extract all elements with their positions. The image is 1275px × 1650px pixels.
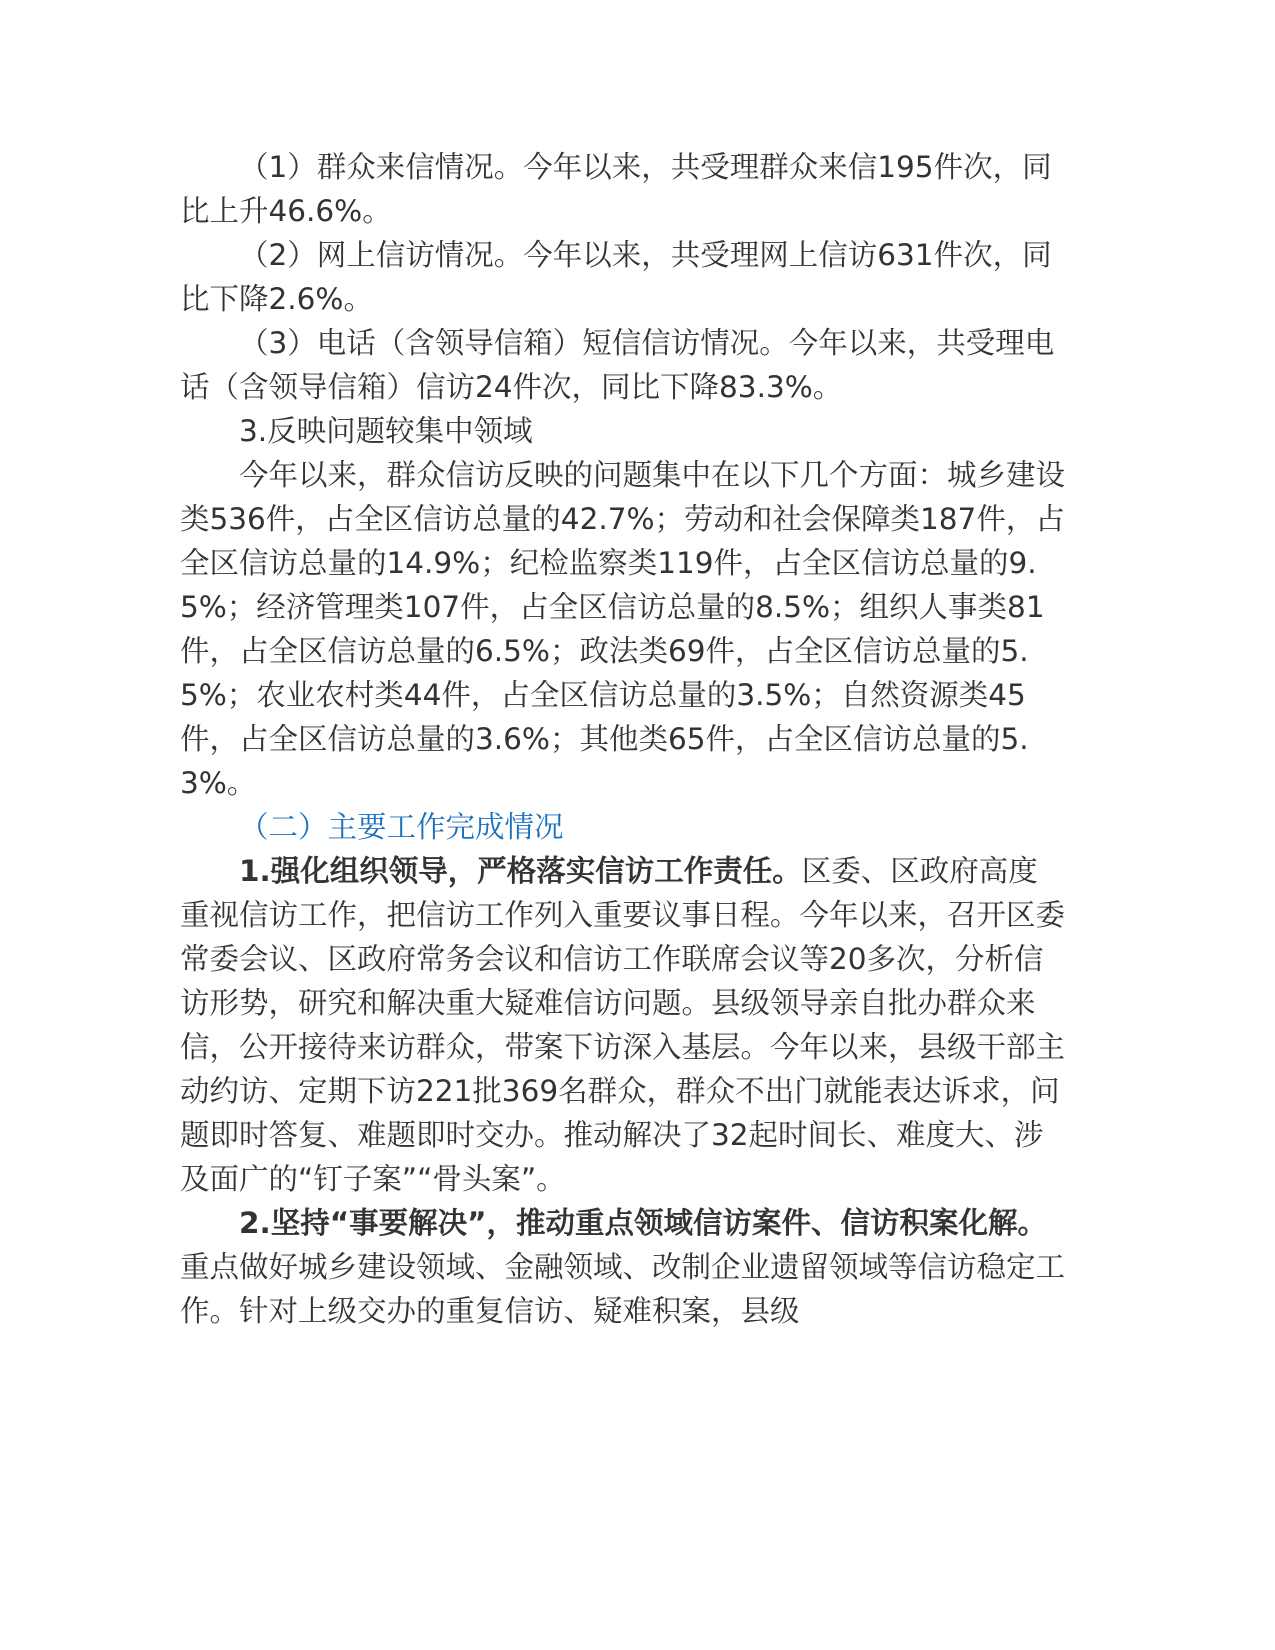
section-heading-work-completion: （二）主要工作完成情况: [239, 810, 564, 844]
item-2-title: 2.坚持“事要解决”，推动重点领域信访案件、信访积案化解。: [239, 1206, 1048, 1240]
paragraph-phone-petitions: （3）电话（含领导信箱）短信信访情况。今年以来，共受理电话（含领导信箱）信访24件次，同比下降83.3%。: [180, 326, 1055, 404]
subheading-focus-areas: 3.反映问题较集中领域: [239, 414, 533, 448]
document-body: [180, 145, 1065, 1333]
paragraph-letters: （1）群众来信情况。今年以来，共受理群众来信195件次，同比上升46.6%。: [180, 150, 1052, 228]
paragraph-item-1: [180, 849, 1065, 1201]
item-2-text: 重点做好城乡建设领域、金融领域、改制企业遗留领域等信访稳定工作。针对上级交办的重复信访、疑难积案，县级: [180, 1250, 1066, 1328]
paragraph-focus-areas: 今年以来，群众信访反映的问题集中在以下几个方面：城乡建设类536件，占全区信访总量的42.7%；劳动和社会保障类187件，占全区信访总量的14.9%；纪检监察类119件，占全区信访总量的9.5%；经济管理类107件，占全区信访总量的8.5%；组织人事类81件，占全区信访总量的6.5%；政法类69件，占全区信访总量的5.5%；农业农村类44件，占全区信访总量的3.5%；自然资源类45件，占全区信访总量的3.6%；其他类65件，占全区信访总量的5.3%。: [180, 458, 1066, 800]
item-1-title: 1.强化组织领导，严格落实信访工作责任。: [239, 854, 802, 888]
item-1-text: 区委、区政府高度重视信访工作，把信访工作列入重要议事日程。今年以来，召开区委常委会议、区政府常务会议和信访工作联席会议等20多次，分析信访形势，研究和解决重大疑难信访问题。县级领导亲自批办群众来信，公开接待来访群众，带案下访深入基层。今年以来，县级干部主动约访、定期下访221批369名群众，群众不出门就能表达诉求，问题即时答复、难题即时交办。推动解决了32起时间长、难度大、涉及面广的“钉子案”“骨头案”。: [180, 854, 1066, 1196]
paragraph-online-petitions: （2）网上信访情况。今年以来，共受理网上信访631件次，同比下降2.6%。: [180, 238, 1052, 316]
paragraph-item-2: [180, 1201, 1065, 1333]
